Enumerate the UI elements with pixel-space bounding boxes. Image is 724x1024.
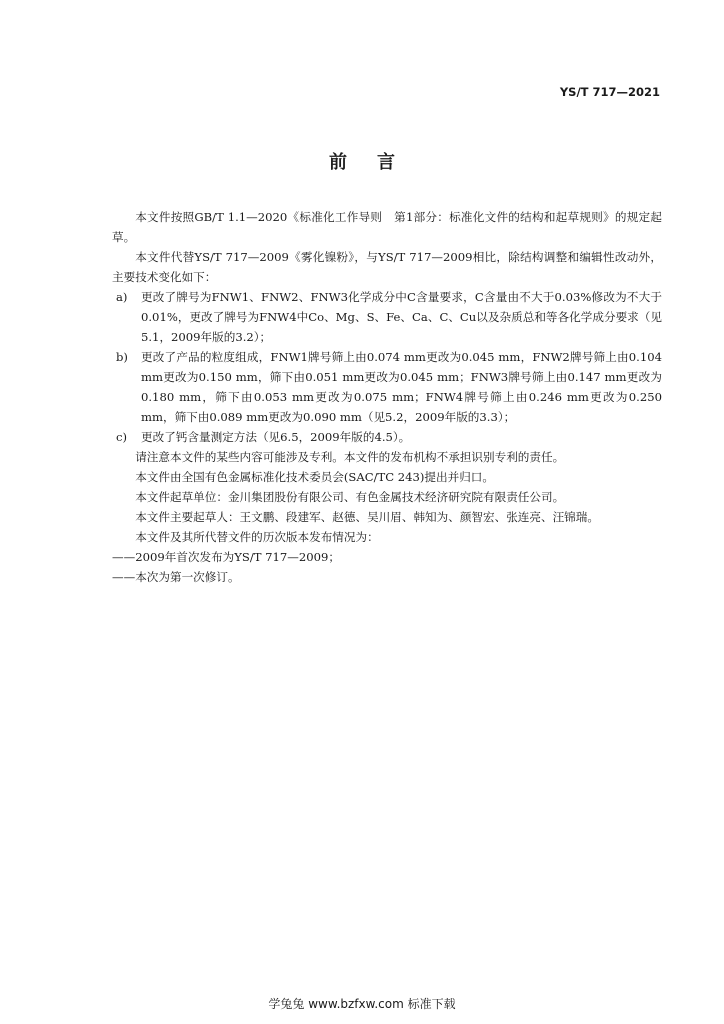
paragraph-history-intro: 本文件及其所代替文件的历次版本发布情况为： bbox=[135, 530, 379, 544]
paragraph-drafting-rules: 本文件按照GB/T 1.1—2020《标准化工作导则 第1部分：标准化文件的结构和起草规则》的规定起草。 bbox=[112, 210, 662, 244]
list-item-text: 更改了产品的粒度组成，FNW1牌号筛上由0.074 mm更改为0.045 mm，FNW2牌号筛上由0.104 mm更改为0.150 mm，筛下由0.051 mm更改为0.045 mm；FNW3牌号筛上由0.147 mm更改为0.180 mm，筛下由0.053 mm更改为0.075 mm；FNW4牌号筛上由0.246 mm更改为0.250 mm，筛下由0.089 mm更改为0.090 mm（见5.2，2009年版的3.3）； bbox=[141, 350, 662, 424]
history-item: ——2009年首次发布为YS/T 717—2009； bbox=[112, 550, 340, 564]
list-marker: c) bbox=[116, 430, 128, 444]
list-marker: b) bbox=[116, 350, 128, 364]
list-marker: a) bbox=[116, 290, 128, 304]
list-item bbox=[112, 347, 662, 427]
page-title: 前言 bbox=[329, 152, 425, 173]
footer-watermark: 学兔兔 www.bzfxw.com 标准下载 bbox=[268, 997, 456, 1011]
list-item-text: 更改了钙含量测定方法（见6.5，2009年版的4.5）。 bbox=[141, 430, 411, 444]
paragraph-drafters: 本文件主要起草人：王文鹏、段建军、赵德、吴川眉、韩知为、颜智宏、张连亮、汪锦瑞。 bbox=[135, 510, 599, 524]
standard-number: YS/T 717—2021 bbox=[559, 85, 660, 99]
list-item bbox=[112, 287, 662, 347]
paragraph-replacement: 本文件代替YS/T 717—2009《雾化镍粉》，与YS/T 717—2009相比，除结构调整和编辑性改动外，主要技术变化如下： bbox=[112, 250, 662, 284]
paragraph-proposer: 本文件由全国有色金属标准化技术委员会(SAC/TC 243)提出并归口。 bbox=[135, 470, 494, 484]
document-body bbox=[112, 207, 662, 587]
paragraph-drafting-units: 本文件起草单位：金川集团股份有限公司、有色金属技术经济研究院有限责任公司。 bbox=[135, 490, 565, 504]
list-item bbox=[112, 427, 662, 447]
history-item: ——本次为第一次修订。 bbox=[112, 570, 240, 584]
paragraph-patent-notice: 请注意本文件的某些内容可能涉及专利。本文件的发布机构不承担识别专利的责任。 bbox=[135, 450, 565, 464]
list-item-text: 更改了牌号为FNW1、FNW2、FNW3化学成分中C含量要求，C含量由不大于0.03%修改为不大于0.01%，更改了牌号为FNW4中Co、Mg、S、Fe、Ca、C、Cu以及杂质总和等各化学成分要求（见5.1，2009年版的3.2）； bbox=[141, 290, 662, 344]
